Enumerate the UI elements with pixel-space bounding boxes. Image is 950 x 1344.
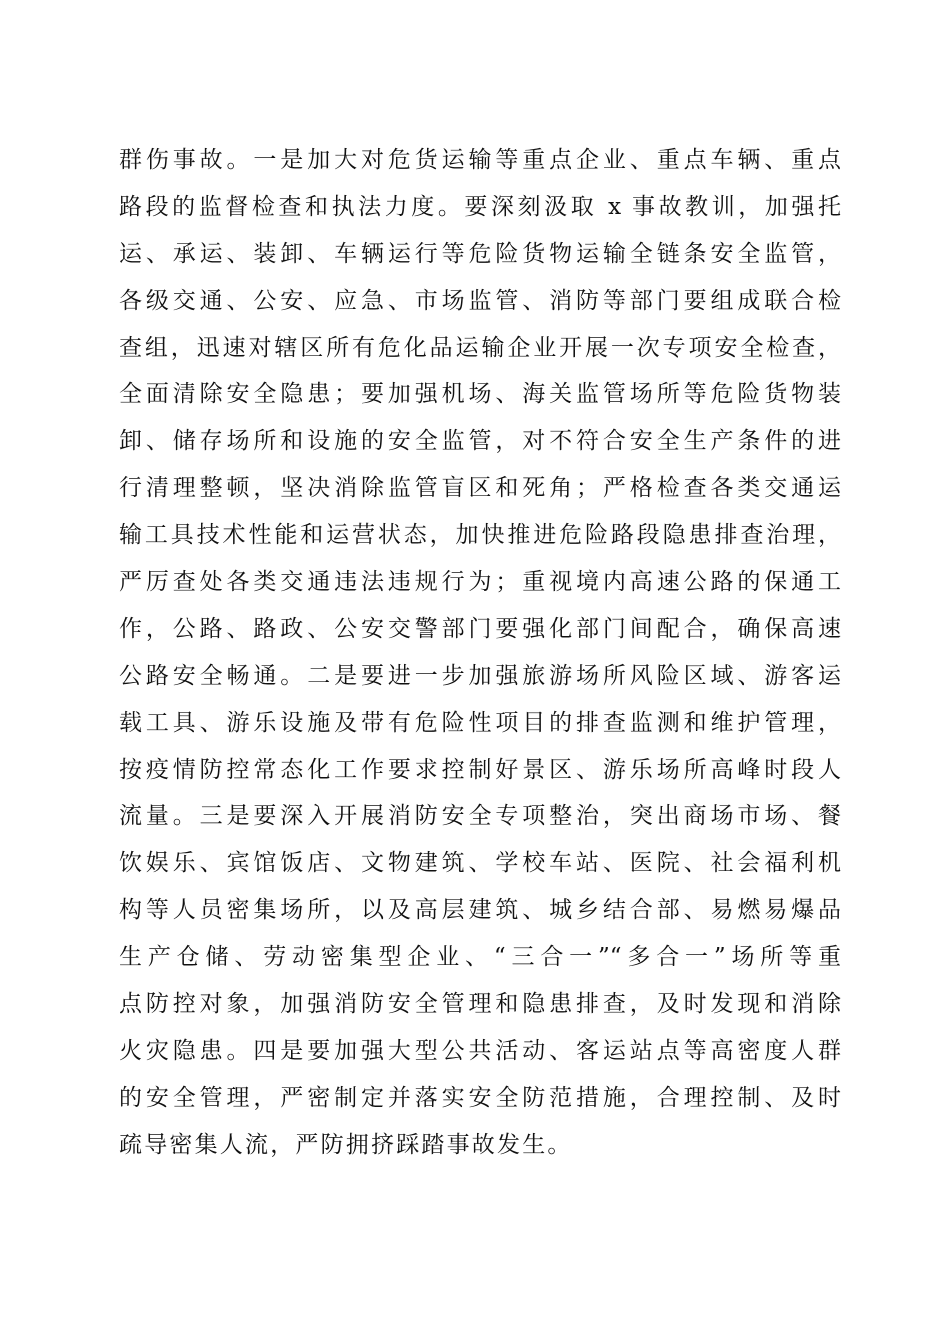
text-line: 的安全管理，严密制定并落实安全防范措施，合理控制、及时 [119, 1084, 841, 1111]
text-line: 饮娱乐、宾馆饭店、文物建筑、学校车站、医院、社会福利机 [119, 850, 841, 877]
text-line: 路段的监督检查和执法力度。要深刻汲取 x 事故教训，加强托 [119, 193, 841, 220]
body-paragraph [119, 137, 841, 1169]
text-line: 疏导密集人流，严防拥挤踩踏事故发生。 [119, 1131, 573, 1158]
text-line: 生产仓储、劳动密集型企业、“三合一”“多合一”场所等重 [119, 944, 841, 971]
text-line: 各级交通、公安、应急、市场监管、消防等部门要组成联合检 [119, 287, 841, 314]
text-line: 运、承运、装卸、车辆运行等危险货物运输全链条安全监管， [119, 240, 841, 267]
text-line: 群伤事故。一是加大对危货运输等重点企业、重点车辆、重点 [119, 147, 841, 173]
text-line: 严厉查处各类交通违法违规行为；重视境内高速公路的保通工 [119, 569, 841, 596]
text-line: 公路安全畅通。二是要进一步加强旅游场所风险区域、游客运 [119, 662, 841, 689]
text-line: 全面清除安全隐患；要加强机场、海关监管场所等危险货物装 [119, 381, 841, 408]
text-line: 火灾隐患。四是要加强大型公共活动、客运站点等高密度人群 [119, 1037, 841, 1064]
text-line: 输工具技术性能和运营状态，加快推进危险路段隐患排查治理， [119, 522, 841, 549]
text-line: 查组，迅速对辖区所有危化品运输企业开展一次专项安全检查， [119, 334, 841, 361]
text-line: 点防控对象，加强消防安全管理和隐患排查，及时发现和消除 [119, 991, 841, 1018]
text-line: 行清理整顿，坚决消除监管盲区和死角；严格检查各类交通运 [119, 475, 841, 502]
text-line: 流量。三是要深入开展消防安全专项整治，突出商场市场、餐 [119, 803, 841, 830]
text-line: 卸、储存场所和设施的安全监管，对不符合安全生产条件的进 [119, 428, 841, 455]
text-line: 按疫情防控常态化工作要求控制好景区、游乐场所高峰时段人 [119, 756, 841, 783]
text-line: 构等人员密集场所，以及高层建筑、城乡结合部、易燃易爆品 [119, 897, 841, 924]
text-line: 载工具、游乐设施及带有危险性项目的排查监测和维护管理， [119, 709, 841, 736]
text-line: 作，公路、路政、公安交警部门要强化部门间配合，确保高速 [119, 615, 841, 642]
